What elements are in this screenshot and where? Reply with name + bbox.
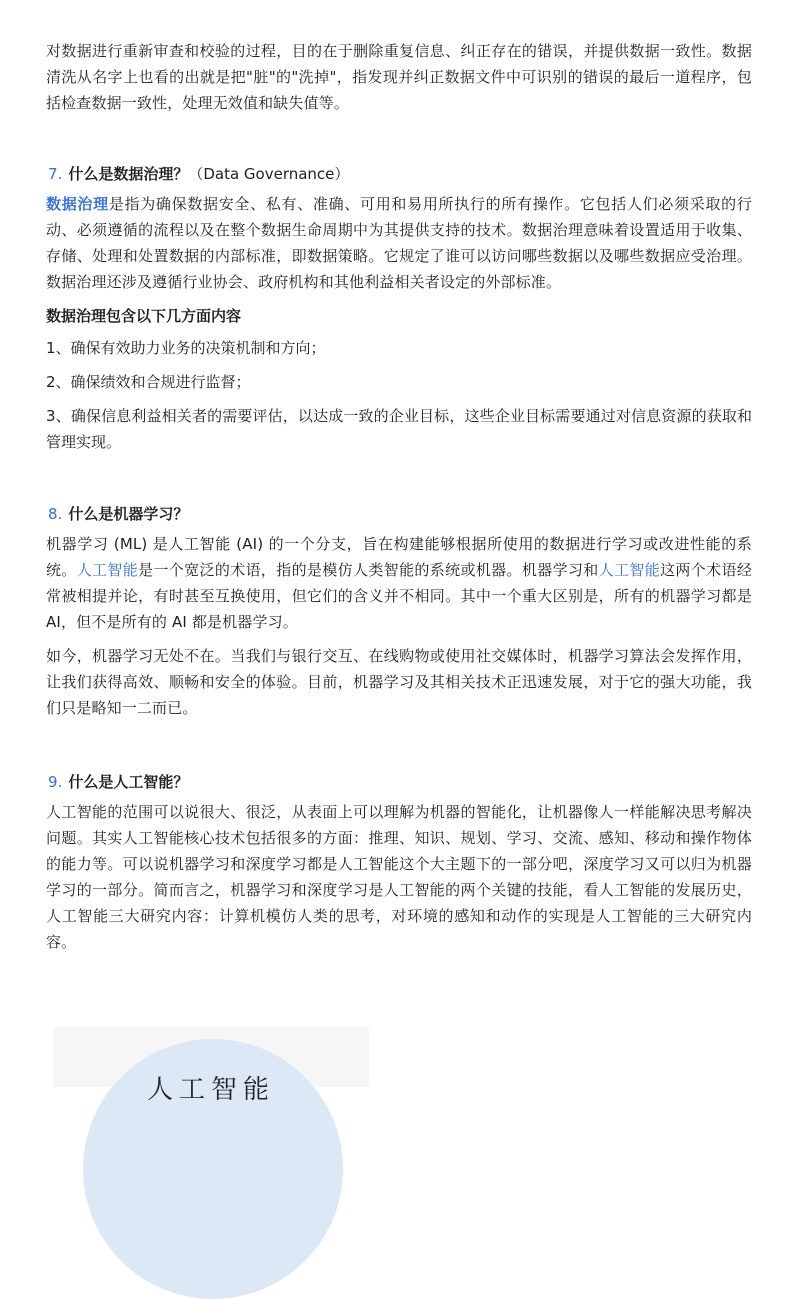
- section-9-title: 什么是人工智能？: [68, 773, 189, 791]
- section-7-number: 7.: [48, 165, 63, 183]
- section-8: [46, 501, 752, 721]
- section-8-number: 8.: [48, 505, 63, 523]
- section-7: [46, 161, 752, 455]
- section-9-heading: [46, 769, 752, 795]
- ai-link[interactable]: 人工智能: [598, 561, 661, 579]
- data-governance-link[interactable]: 数据治理: [46, 195, 109, 213]
- section-7-paragraph-text: 是指为确保数据安全、私有、准确、可用和易用所执行的所有操作。它包括人们必须采取的行动、必须遵循的流程以及在整个数据生命周期中为其提供支持的技术。数据治理意味着设置适用于收集、存储、处理和处置数据的内部标准，即数据策略。它规定了谁可以访问哪些数据以及哪些数据应受治理。数据治理还涉及遵循行业协会、政府机构和其他利益相关者设定的外部标准。: [46, 195, 752, 291]
- section-8-title: 什么是机器学习？: [68, 505, 189, 523]
- section-8-paragraph-1: [46, 531, 752, 635]
- ai-link[interactable]: 人工智能: [76, 561, 139, 579]
- section-7-subheading: 数据治理包含以下几方面内容: [46, 307, 242, 325]
- section-8-text-b: 是一个宽泛的术语，指的是模仿人类智能的系统或机器。机器学习和: [138, 561, 599, 579]
- section-7-heading: [46, 161, 752, 187]
- section-7-paragraph: [46, 191, 752, 295]
- intro-paragraph: 对数据进行重新审查和校验的过程，目的在于删除重复信息、纠正存在的错误，并提供数据一致性。数据清洗从名字上也看的出就是把"脏"的"洗掉"，指发现并纠正数据文件中可识别的错误的最后一道程序，包括检查数据一致性，处理无效值和缺失值等。: [46, 42, 752, 112]
- section-9: [46, 769, 752, 955]
- section-7-paren: （Data Governance）: [188, 165, 350, 183]
- section-spacer: [46, 116, 752, 161]
- section-8-text-a: 机器学习 (ML) 是人工智能 (AI) 的一个分支，旨在构建能够根据所使用的数据进行学习或改进性能的系统。: [46, 535, 752, 579]
- figure-title: 人工智能: [146, 1075, 275, 1105]
- section-spacer: [46, 463, 752, 501]
- section-9-number: 9.: [48, 773, 63, 791]
- section-8-paragraph-2: 如今，机器学习无处不在。当我们与银行交互、在线购物或使用社交媒体时，机器学习算法会发挥作用，让我们获得高效、顺畅和安全的体验。目前，机器学习及其相关技术正迅速发展，对于它的强大功能，我们只是略知一二而已。: [46, 647, 752, 717]
- section-8-text-c: 这两个术语经常被相提并论，有时甚至互换使用，但它们的含义并不相同。其中一个重大区别是，所有的机器学习都是 AI，但不是所有的 AI 都是机器学习。: [46, 561, 752, 631]
- article-body: [46, 38, 752, 955]
- section-spacer: [46, 721, 752, 769]
- list-item: 3、确保信息利益相关者的需要评估，以达成一致的企业目标，这些企业目标需要通过对信息资源的获取和管理实现。: [46, 407, 752, 451]
- section-8-heading: [46, 501, 752, 527]
- list-item: 2、确保绩效和合规进行监督；: [46, 373, 251, 391]
- section-9-paragraph: 人工智能的范围可以说很大、很泛，从表面上可以理解为机器的智能化，让机器像人一样能解决思考解决问题。其实人工智能核心技术包括很多的方面：推理、知识、规划、学习、交流、感知、移动和操作物体的能力等。可以说机器学习和深度学习都是人工智能这个大主题下的一部分吧，深度学习又可以归为机器学习的一部分。简而言之，机器学习和深度学习是人工智能的两个关键的技能，看人工智能的发展历史，人工智能三大研究内容：计算机模仿人类的思考，对环境的感知和动作的实现是人工智能的三大研究内容。: [46, 803, 752, 951]
- list-item: 1、确保有效助力业务的决策机制和方向；: [46, 339, 326, 357]
- section-7-title: 什么是数据治理？: [68, 165, 189, 183]
- ai-figure-image: [53, 1027, 369, 1105]
